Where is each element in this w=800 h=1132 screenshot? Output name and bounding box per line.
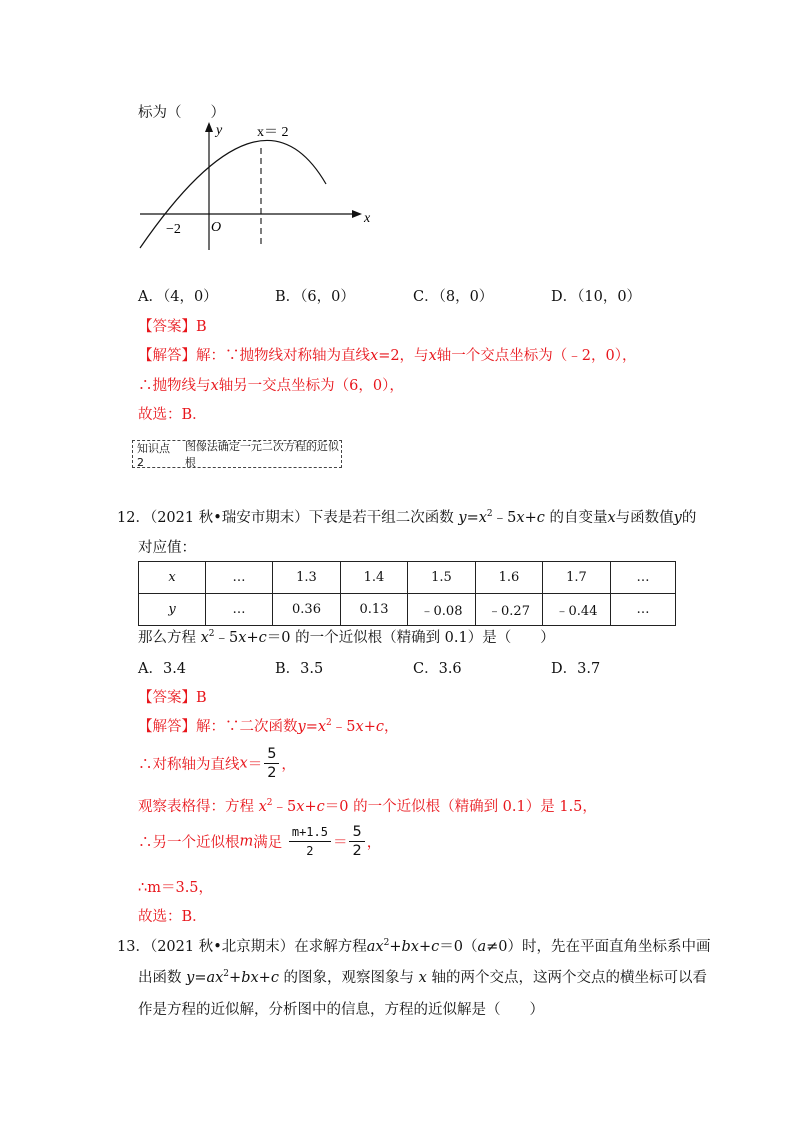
table-cell: y [139, 594, 206, 626]
table-cell: 1.7 [543, 562, 611, 594]
y-axis-label: y [216, 123, 223, 138]
knowledge-point-title: 图像法确定一元二次方程的近似根 [184, 440, 339, 469]
q12-solution-line5: ∴m＝3.5， [138, 880, 214, 896]
q11-answer: 【答案】B [138, 319, 207, 335]
q12-option-d[interactable]: D．3.7 [551, 661, 601, 677]
table-cell: … [611, 594, 676, 626]
q12-option-a[interactable]: A．3.4 [138, 661, 187, 677]
q12-option-c[interactable]: C．3.6 [413, 661, 462, 677]
q13-line1: 13．（2021 秋•北京期末）在求解方程$ax^2+bx+c=0(a\ne 0)$时，先在平面直角坐标系中画 [117, 938, 711, 955]
table-cell: … [206, 594, 273, 626]
fraction-five-halves-2: $\frac{5}{2}$ [349, 823, 364, 860]
table-row [139, 562, 676, 594]
table-cell: … [611, 562, 676, 594]
q13-line3: 作是方程的近似解，分析图中的信息，方程的近似解是（ ） [138, 1002, 544, 1018]
q11-lead-text: 标为（ ） [138, 105, 225, 121]
table-row [139, 594, 676, 626]
q12-stem-line1: 12．（2021 秋•瑞安市期末）下表是若干组二次函数 $y=x^2﹣5x+c$ 的自变量x与函数值y的 [117, 509, 697, 526]
q12-option-b[interactable]: B．3.5 [275, 661, 324, 677]
q11-option-a[interactable]: A．（4，0） [138, 289, 218, 305]
table-cell: 1.4 [341, 562, 408, 594]
table-cell: … [206, 562, 273, 594]
q12-question: 那么方程 $x^2﹣5x+c=0$ 的一个近似根（精确到 0.1）是（ ） [138, 629, 555, 646]
fraction-m-plus: $\frac{m+1.5}{2}$ [289, 823, 331, 860]
knowledge-point-box [132, 440, 342, 468]
q12-stem-line2: 对应值： [138, 540, 196, 556]
table-cell: ﹣0.44 [543, 594, 611, 626]
fraction-five-halves: $\frac{5}{2}$ [264, 745, 279, 782]
table-cell: x [139, 562, 206, 594]
q12-solution-line2: ∴对称轴为直线x＝ $\frac{5}{2}$ ， [138, 746, 296, 781]
q11-option-d[interactable]: D．（10，0） [551, 289, 642, 305]
q12-solution-line4: ∴另一个近似根m满足 $\frac{m+1.5}{2}$ ＝ $\frac{5}{2}$ ， [138, 824, 382, 859]
knowledge-point-label: 知识点2 [137, 441, 170, 469]
table-cell: ﹣0.08 [408, 594, 476, 626]
symmetry-line-label: x＝ 2 [257, 125, 289, 140]
q13-line2: 出函数 $y=ax^2+bx+c$ 的图象，观察图象与 x 轴的两个交点，这两个交点的横坐标可以看 [138, 969, 707, 986]
table-cell: 1.6 [476, 562, 543, 594]
q12-conclusion: 故选：B． [138, 909, 207, 925]
q11-analysis-line2: ∴抛物线与x轴另一交点坐标为（6，0）， [138, 378, 404, 394]
table-cell: 0.13 [341, 594, 408, 626]
table-cell: 1.5 [408, 562, 476, 594]
x-axis-label: x [364, 211, 371, 226]
neg-two-label: −2 [166, 222, 181, 237]
table-cell: ﹣0.27 [476, 594, 543, 626]
q11-option-c[interactable]: C．（8，0） [413, 289, 494, 305]
value-table [138, 561, 676, 626]
q11-option-b[interactable]: B．（6，0） [275, 289, 355, 305]
parabola-graph [130, 118, 390, 258]
origin-label: O [211, 220, 222, 235]
table-cell: 1.3 [273, 562, 341, 594]
q11-conclusion: 故选：B． [138, 407, 207, 423]
q12-solution-line3: 观察表格得：方程 $x^2﹣5x+c=0$ 的一个近似根（精确到 0.1）是 1.5， [138, 798, 597, 815]
q11-analysis-line1: 【解答】解：∵抛物线对称轴为直线x=2，与x轴一个交点坐标为（﹣2，0）， [138, 348, 637, 364]
q12-solution-line1: 【解答】解：∵二次函数$y=x^2﹣5x+c$， [138, 718, 399, 735]
q12-answer: 【答案】B [138, 690, 207, 706]
table-cell: 0.36 [273, 594, 341, 626]
